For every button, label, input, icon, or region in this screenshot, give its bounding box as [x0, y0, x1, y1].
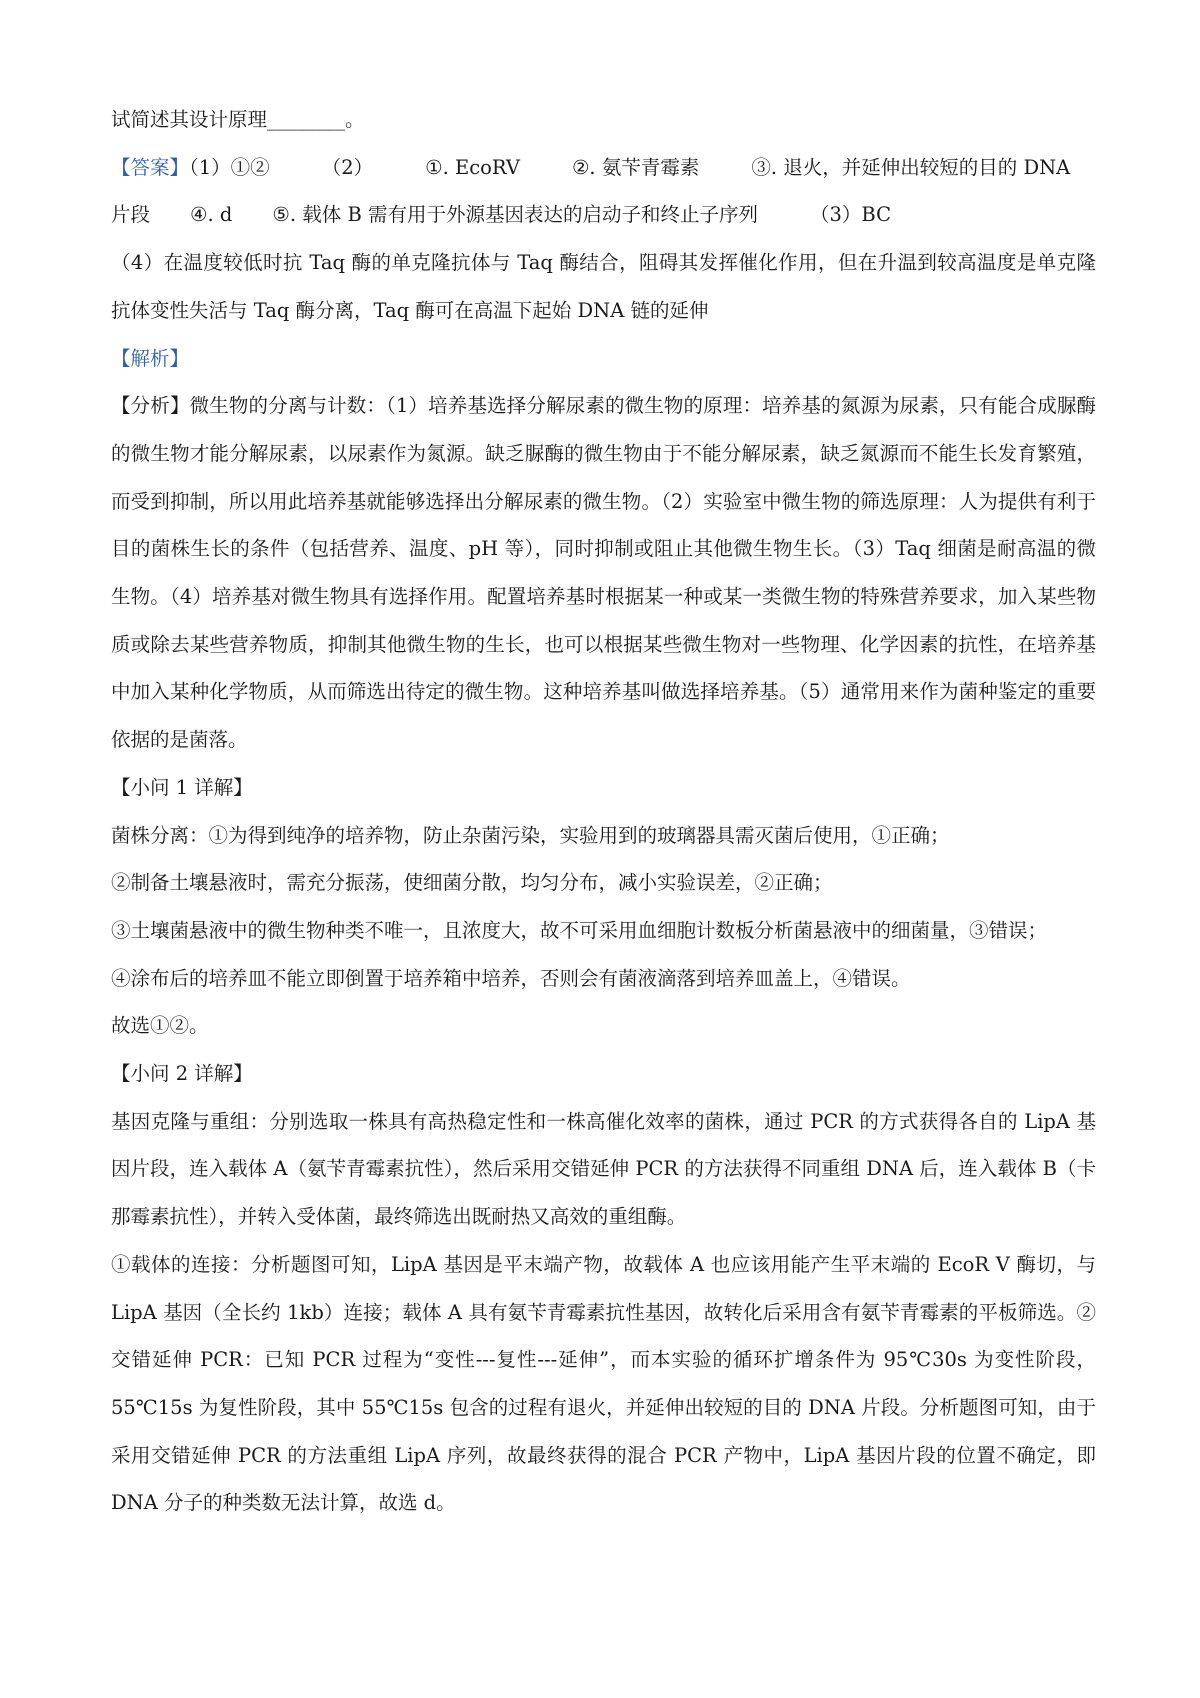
- answer-line-1: [111, 144, 1096, 192]
- question-text: 试简述其设计原理________。: [111, 108, 365, 131]
- subquestion-1-line-b: ②制备土壤悬液时，需充分振荡，使细菌分散，均匀分布，减小实验误差，②正确；: [111, 871, 833, 895]
- answer-line-2: [111, 191, 1096, 239]
- subquestion-1-conclusion: 故选①②。: [111, 1014, 209, 1038]
- answer-part-2d: ④. d: [190, 203, 233, 227]
- document-page: [111, 96, 1096, 1527]
- subquestion-1-line-a: 菌株分离：①为得到纯净的培养物，防止杂菌污染，实验用到的玻璃器具需灭菌后使用，①正确；: [111, 823, 950, 847]
- answer-part-2a: ①. EcoRV: [425, 155, 520, 179]
- answer-part-2: （2）: [321, 155, 374, 179]
- analysis-tag: 【解析】: [111, 346, 190, 370]
- answer-part-2b: ②. 氨苄青霉素: [571, 155, 700, 179]
- answer-part-4: （4）在温度较低时抗 Taq 酶的单克隆抗体与 Taq 酶结合，阻碍其发挥催化作用，但在升温到较高温度是单克隆抗体变性失活与 Taq 酶分离，Taq 酶可在高温下起始 DNA 链的延伸: [111, 251, 1096, 322]
- subquestion-1-line-d: ④涂布后的培养皿不能立即倒置于培养箱中培养，否则会有菌液滴落到培养皿盖上，④错误。: [111, 966, 911, 990]
- answer-tag: 【答案】: [111, 155, 190, 179]
- subquestion-1-line-c: ③土壤菌悬液中的微生物种类不唯一，且浓度大，故不可采用血细胞计数板分析菌悬液中的细菌量，③错误；: [111, 918, 1048, 942]
- subquestion-2-paragraph-a: 基因克隆与重组：分别选取一株具有高热稳定性和一株高催化效率的菌株，通过 PCR 的方式获得各自的 LipA 基因片段，连入载体 A（氨苄青霉素抗性），然后采用交错延伸 PCR 的方法获得不同重组 DNA 后，连入载体 B（卡那霉素抗性），并转入受体菌，最终筛选出既耐热又高效的重组酶。: [111, 1109, 1096, 1229]
- answer-part-2c-cont: 片段: [111, 203, 151, 227]
- answer-part-2e: ⑤. 载体 B 需有用于外源基因表达的启动子和终止子序列: [272, 203, 758, 227]
- subquestion-2-paragraph-b: ①载体的连接：分析题图可知，LipA 基因是平末端产物，故载体 A 也应该用能产生平末端的 EcoR V 酶切，与 LipA 基因（全长约 1kb）连接；载体 A 具有氨苄青霉素抗性基因，故转化后采用含有氨苄青霉素的平板筛选。②交错延伸 PCR：已知 PCR 过程为“变性---复性---延伸”，而本实验的循环扩增条件为 95℃30s 为变性阶段，55℃15s 为复性阶段，其中 55℃15s 包含的过程有退火，并延伸出较短的目的 DNA 片段。分析题图可知，由于采用交错延伸 PCR 的方法重组 LipA 序列，故最终获得的混合 PCR 产物中，LipA 基因片段的位置不确定，即 DNA 分子的种类数无法计算，故选 d。: [111, 1252, 1096, 1515]
- answer-part-1: （1）①②: [189, 155, 270, 179]
- analysis-paragraph: 【分析】微生物的分离与计数：（1）培养基选择分解尿素的微生物的原理：培养基的氮源为尿素，只有能合成脲酶的微生物才能分解尿素，以尿素作为氮源。缺乏脲酶的微生物由于不能分解尿素，缺乏氮源而不能生长发育繁殖，而受到抑制，所以用此培养基就能够选择出分解尿素的微生物。（2）实验室中微生物的筛选原理：人为提供有利于目的菌株生长的条件（包括营养、温度、pH 等），同时抑制或阻止其他微生物生长。（3）Taq 细菌是耐高温的微生物。（4）培养基对微生物具有选择作用。配置培养基时根据某一种或某一类微生物的特殊营养要求，加入某些物质或除去某些营养物质，抑制其他微生物的生长，也可以根据某些微生物对一些物理、化学因素的抗性，在培养基中加入某种化学物质，从而筛选出待定的微生物。这种培养基叫做选择培养基。（5）通常用来作为菌种鉴定的重要依据的是菌落。: [111, 394, 1096, 752]
- answer-part-2c: ③. 退火，并延伸出较短的目的 DNA: [751, 155, 1071, 179]
- answer-part-3: （3）BC: [810, 203, 892, 227]
- subquestion-2-heading: 【小问 2 详解】: [111, 1062, 253, 1086]
- subquestion-1-heading: 【小问 1 详解】: [111, 775, 253, 799]
- question-tail: [111, 96, 1096, 144]
